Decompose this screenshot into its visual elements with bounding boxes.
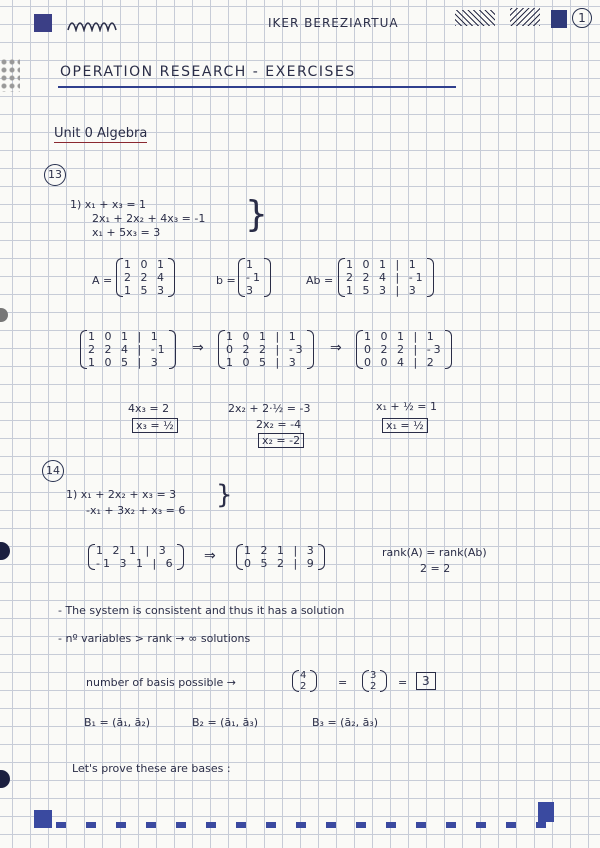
sol-x1-box: x₁ = ½ (382, 418, 428, 433)
basis-text: number of basis possible → (86, 676, 237, 689)
title-underline (58, 86, 456, 88)
wave-doodle (66, 14, 126, 32)
ex13-eq3: x₁ + 5x₃ = 3 (92, 226, 161, 239)
ex13-eq2: 2x₁ + 2x₂ + 4x₃ = -1 (92, 212, 206, 225)
Ab-label: Ab = (306, 274, 334, 287)
logo-icon (551, 10, 567, 28)
rank-equation: rank(A) = rank(Ab) (382, 546, 487, 559)
ex14-matrix-2: 1 2 1 | 3 0 5 2 | 9 (244, 544, 317, 570)
matrix-A: 1 0 1 2 2 4 1 5 3 (124, 258, 167, 297)
sol-x2: 2x₂ + 2·½ = -3 (228, 402, 311, 415)
exercise-14-badge: 14 (42, 460, 64, 482)
binder-rings (0, 58, 20, 92)
ex13-eq1: 1) x₁ + x₃ = 1 (70, 198, 147, 211)
binom-4-2: 4 2 (300, 670, 309, 692)
brace: } (245, 194, 268, 235)
exercise-13-badge: 13 (44, 164, 66, 186)
author-name: IKER BEREZIARTUA (268, 16, 399, 30)
consistency-note: - The system is consistent and thus it has a solution (58, 604, 345, 617)
bottom-band (56, 822, 556, 828)
sol-x1: x₁ + ½ = 1 (376, 400, 437, 413)
vector-b: 1 -1 3 (246, 258, 263, 297)
basis-B2: B₂ = (ā₁, ā₃) (192, 716, 259, 729)
prove-note: Let's prove these are bases : (72, 762, 231, 775)
brace-2: } (216, 480, 233, 510)
arrow-2: ⇒ (330, 340, 342, 356)
ex14-arrow: ⇒ (204, 548, 216, 564)
solutions-note: - nº variables > rank → ∞ solutions (58, 632, 251, 645)
sol-x2-box: x₂ = -2 (258, 433, 304, 448)
basis-B3: B₃ = (ā₂, ā₃) (312, 716, 379, 729)
reduction-step-1: 1 0 1 | 1 2 2 4 | -1 1 0 5 | 3 (88, 330, 168, 369)
corner-logo (34, 14, 52, 32)
arrow-1: ⇒ (192, 340, 204, 356)
hatch-doodle-2 (510, 8, 540, 26)
page-number-badge: 1 (572, 8, 592, 28)
basis-B1: B₁ = (ā₁, ā₂) (84, 716, 151, 729)
sol-x3-box: x₃ = ½ (132, 418, 178, 433)
binom-3-2: 3 2 (370, 670, 379, 692)
sol-x2-b: 2x₂ = -4 (256, 418, 302, 431)
reduction-step-3: 1 0 1 | 1 0 2 2 | -3 0 0 4 | 2 (364, 330, 444, 369)
reduction-step-2: 1 0 1 | 1 0 2 2 | -3 1 0 5 | 3 (226, 330, 306, 369)
sol-x3: 4x₃ = 2 (128, 402, 170, 415)
unit-heading: Unit 0 Algebra (54, 126, 148, 141)
A-label: A = (92, 274, 113, 287)
bottom-logo-left (34, 810, 52, 828)
ex14-matrix-1: 1 2 1 | 3 -1 3 1 | 6 (96, 544, 176, 570)
rank-values: 2 = 2 (420, 562, 451, 575)
equals-1: = (338, 676, 348, 689)
ex14-eq1: 1) x₁ + 2x₂ + x₃ = 3 (66, 488, 177, 501)
basis-count-box: 3 (416, 672, 436, 690)
bottom-logo-right (538, 802, 554, 822)
matrix-Ab: 1 0 1 | 1 2 2 4 | -1 1 5 3 | 3 (346, 258, 426, 297)
hatch-doodle (455, 10, 495, 26)
page-title: OPERATION RESEARCH - EXERCISES (60, 64, 356, 80)
ex14-eq2: -x₁ + 3x₂ + x₃ = 6 (86, 504, 186, 517)
equals-2: = (398, 676, 408, 689)
b-label: b = (216, 274, 236, 287)
